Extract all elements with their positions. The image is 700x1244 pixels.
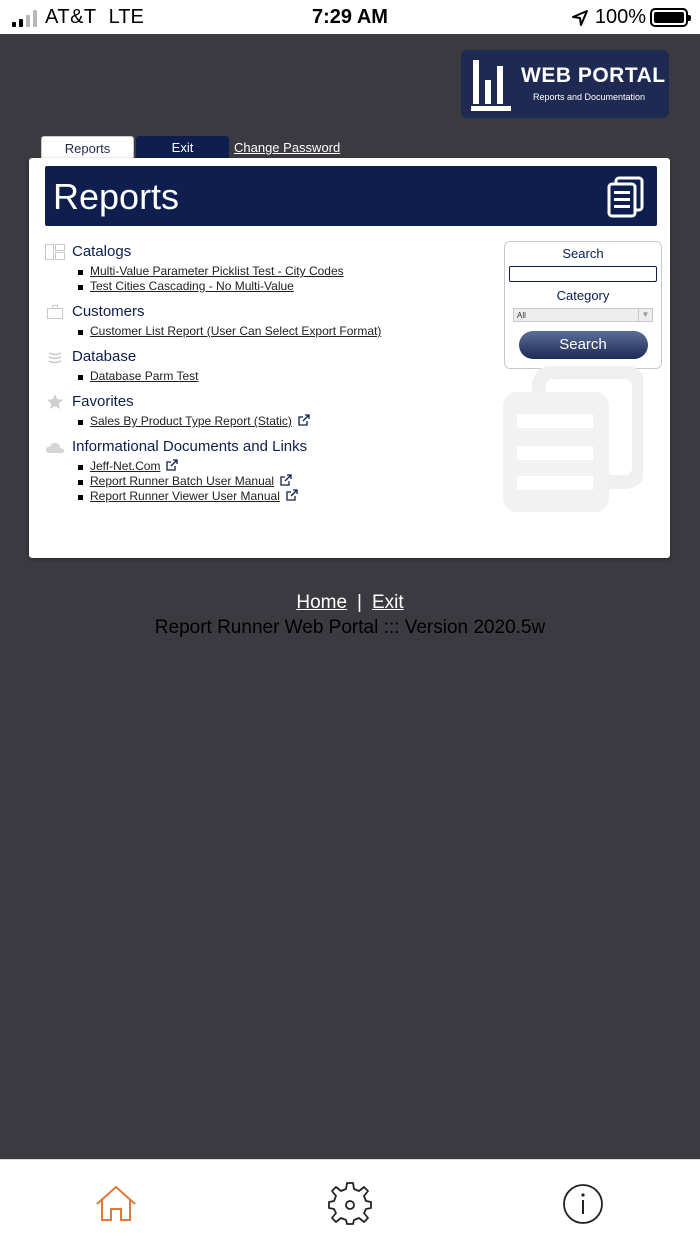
- bar-chart-logo-icon: [471, 58, 513, 112]
- section-database: [45, 347, 505, 384]
- page-title: Reports: [53, 176, 180, 217]
- section-catalogs: [45, 242, 505, 294]
- briefcase-icon: [45, 304, 65, 320]
- doc-link[interactable]: Jeff-Net.Com: [90, 459, 161, 473]
- logo-subtitle: Reports and Documentation: [533, 92, 646, 102]
- home-link[interactable]: Home: [296, 592, 348, 613]
- catalog-icon: [45, 244, 65, 260]
- cloud-icon: [45, 439, 65, 455]
- logo-title: WEB PORTAL: [521, 64, 666, 87]
- report-link[interactable]: Customer List Report (User Can Select Export Format): [90, 324, 382, 338]
- section-informational: [45, 437, 505, 504]
- exit-link[interactable]: Exit: [371, 592, 404, 613]
- list-item: [72, 324, 505, 339]
- search-panel: [504, 241, 662, 369]
- bottom-nav-bar: [0, 1159, 700, 1244]
- list-item: [72, 279, 505, 294]
- section-title: Database: [72, 348, 137, 365]
- report-link[interactable]: Multi-Value Parameter Picklist Test - City Codes: [90, 264, 344, 278]
- section-title: Favorites: [72, 393, 134, 410]
- doc-link[interactable]: Report Runner Viewer User Manual: [90, 489, 280, 503]
- list-item: [72, 489, 505, 504]
- list-item: [72, 369, 505, 384]
- section-title: Catalogs: [72, 243, 132, 260]
- report-link[interactable]: Test Cities Cascading - No Multi-Value: [90, 279, 294, 293]
- status-bar: [0, 0, 700, 34]
- category-select[interactable]: [513, 308, 653, 322]
- report-link[interactable]: Database Parm Test: [90, 369, 199, 383]
- list-item: [72, 474, 505, 489]
- external-link-icon[interactable]: [280, 474, 292, 486]
- network-label: LTE: [108, 6, 144, 28]
- web-portal-logo: [461, 50, 669, 118]
- list-item: [72, 459, 505, 474]
- documents-icon: [607, 176, 645, 218]
- list-item: [72, 414, 505, 429]
- page-banner: [45, 166, 657, 226]
- documents-watermark-icon: [501, 366, 643, 514]
- star-icon: [45, 394, 65, 410]
- location-arrow-icon: [571, 9, 589, 27]
- section-favorites: [45, 392, 505, 429]
- battery-percent: 100%: [594, 6, 646, 28]
- report-sections: [45, 242, 505, 512]
- database-icon: [45, 349, 65, 365]
- section-title: Informational Documents and Links: [72, 438, 308, 455]
- home-icon[interactable]: [94, 1182, 138, 1226]
- list-item: [72, 264, 505, 279]
- category-selected-value: All: [517, 311, 526, 320]
- external-link-icon[interactable]: [286, 489, 298, 501]
- doc-link[interactable]: Report Runner Batch User Manual: [90, 474, 275, 488]
- change-password-link[interactable]: Change Password: [234, 140, 341, 155]
- category-label: Category: [556, 288, 610, 303]
- info-icon[interactable]: [561, 1182, 605, 1226]
- tab-reports[interactable]: Reports: [41, 136, 134, 159]
- footer-links: [0, 592, 700, 614]
- reports-panel: [29, 158, 670, 558]
- external-link-icon[interactable]: [298, 414, 310, 426]
- external-link-icon[interactable]: [166, 459, 178, 471]
- tab-exit[interactable]: Exit: [136, 136, 229, 159]
- search-button[interactable]: Search: [519, 331, 648, 359]
- clock: 7:29 AM: [312, 6, 388, 28]
- section-title: Customers: [72, 303, 145, 320]
- carrier-label: AT&T: [45, 6, 97, 28]
- footer-separator: |: [357, 592, 362, 613]
- battery-icon: [650, 8, 688, 27]
- gear-icon[interactable]: [328, 1182, 372, 1226]
- version-text: Report Runner Web Portal ::: Version 2020.5w: [154, 617, 546, 638]
- search-label: Search: [562, 246, 604, 261]
- chevron-down-icon: ▼: [638, 309, 652, 321]
- search-input[interactable]: [509, 266, 657, 282]
- section-customers: [45, 302, 505, 339]
- report-link[interactable]: Sales By Product Type Report (Static): [90, 414, 292, 428]
